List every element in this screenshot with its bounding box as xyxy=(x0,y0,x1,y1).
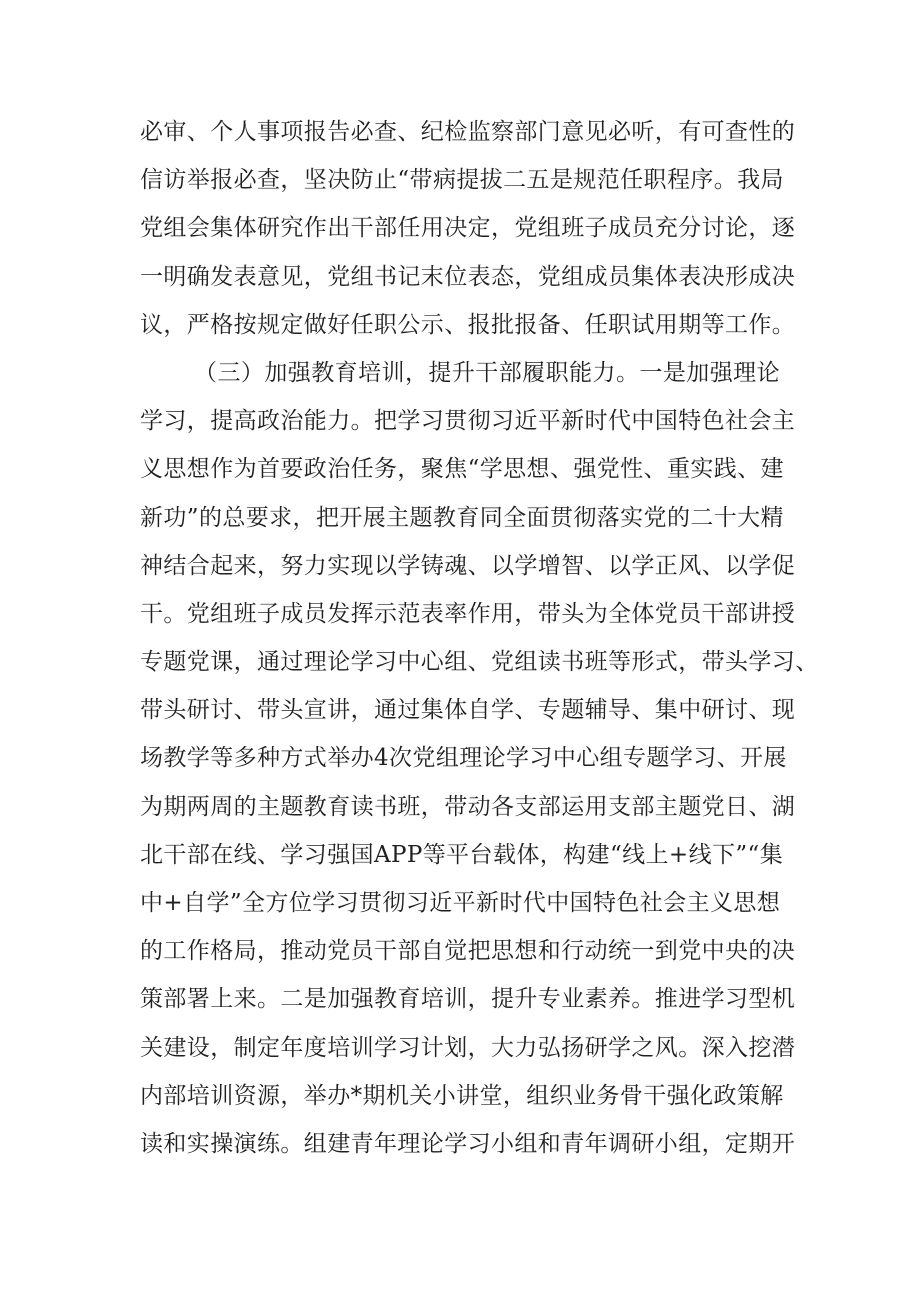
paragraph-line: 必审、个人事项报告必查、纪检监察部门意见必听，有可查性的 xyxy=(140,119,796,145)
paragraph-line: 学习，提高政治能力。把学习贯彻习近平新时代中国特色社会主 xyxy=(140,408,796,435)
paragraph-line: 中+自学”全方位学习贯彻习近平新时代中国特色社会主义思想 xyxy=(140,890,781,916)
paragraph-line: 内部培训资源，举办*期机关小讲堂，组织业务骨干强化政策解 xyxy=(140,1082,784,1109)
paragraph-line: 读和实操演练。组建青年理论学习小组和青年调研小组，定期开 xyxy=(140,1130,796,1157)
paragraph-line: 党组会集体研究作出干部任用决定，党组班子成员充分讨论，逐 xyxy=(140,215,796,242)
paragraph-line: 干。党组班子成员发挥示范表率作用，带头为全体党员干部讲授 xyxy=(140,600,796,627)
paragraph-line: 神结合起来，努力实现以学铸魂、以学增智、以学正风、以学促 xyxy=(140,552,796,579)
paragraph-line: 关建设，制定年度培训学习计划，大力弘扬研学之风。深入挖潜 xyxy=(140,1034,796,1061)
paragraph-line: 北干部在线、学习强国APP等平台载体，构建“线上+线下”“集 xyxy=(140,841,784,868)
paragraph-line: 的工作格局，推动党员干部自觉把思想和行动统一到党中央的决 xyxy=(140,938,796,965)
paragraph-line: 新功”的总要求，把开展主题教育同全面贯彻落实党的二十大精 xyxy=(140,504,784,531)
document-body xyxy=(140,108,819,1168)
section-heading-line: （三）加强教育培训，提升干部履职能力。一是加强理论 xyxy=(194,359,780,386)
paragraph-line: 为期两周的主题教育读书班，带动各支部运用支部主题党日、湖 xyxy=(140,793,796,820)
paragraph-line: 一明确发表意见，党组书记末位表态，党组成员集体表决形成决 xyxy=(140,263,796,290)
paragraph-line: 专题党课，通过理论学习中心组、党组读书班等形式，带头学习、 xyxy=(140,649,819,676)
paragraph-line: 义思想作为首要政治任务，聚焦“学思想、强党性、重实践、建 xyxy=(140,456,784,483)
paragraph-line: 策部署上来。二是加强教育培训，提升专业素养。推进学习型机 xyxy=(140,986,796,1013)
paragraph-line: 带头研讨、带头宣讲，通过集体自学、专题辅导、集中研讨、现 xyxy=(140,697,796,724)
paragraph-line: 议，严格按规定做好任职公示、报批报备、任职试用期等工作。 xyxy=(140,311,796,338)
paragraph-line: 场教学等多种方式举办4次党组理论学习中心组专题学习、开展 xyxy=(140,745,787,772)
paragraph-line: 信访举报必查，坚决防止“带病提拔二五是规范任职程序。我局 xyxy=(140,167,784,194)
